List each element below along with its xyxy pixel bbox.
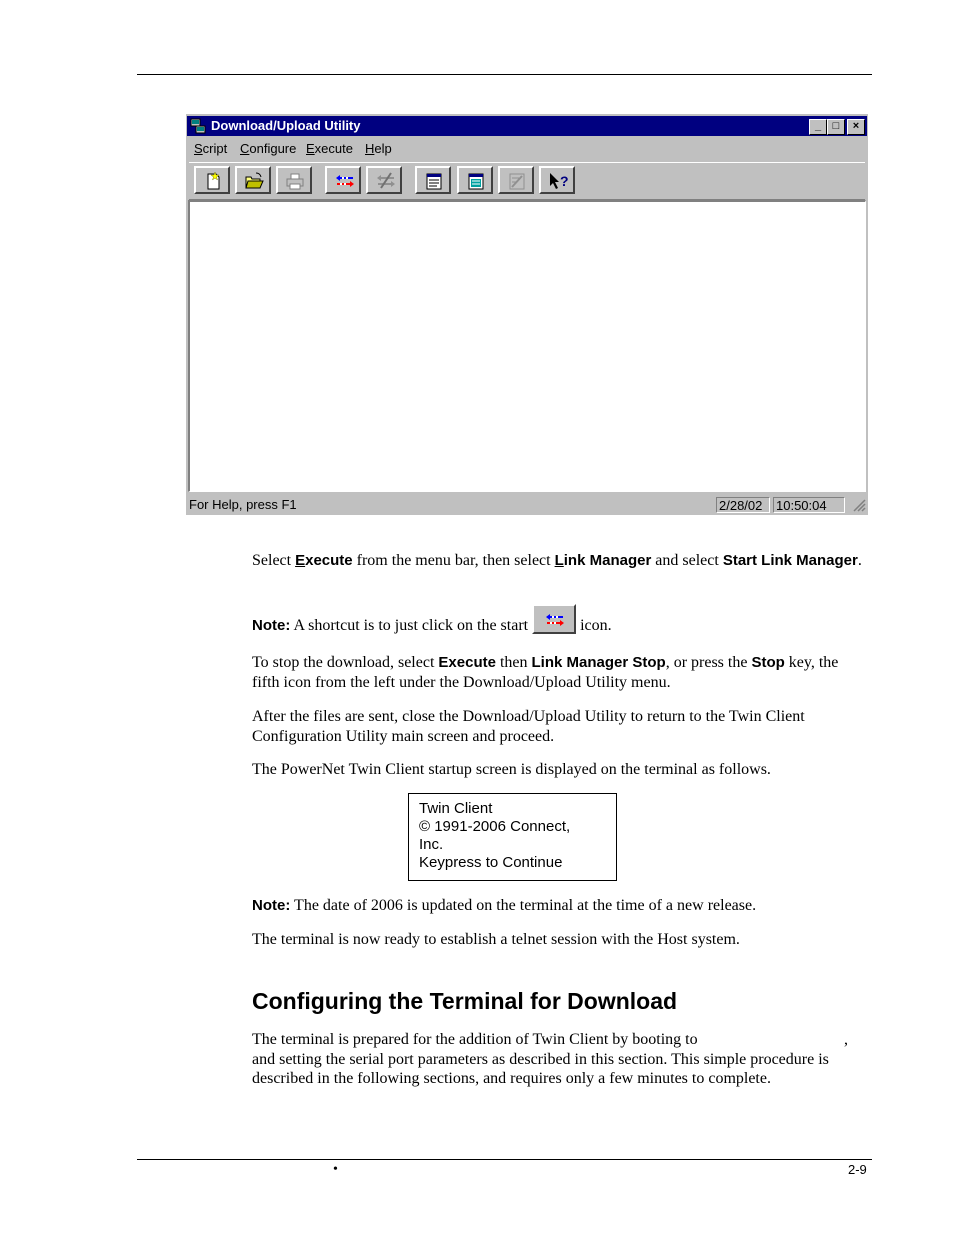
p1-text: Select xyxy=(252,552,296,569)
p2-text-4: key, the fifth icon from the left under the Download/Upload Utility menu. xyxy=(252,654,839,691)
stop-link-icon xyxy=(375,171,397,191)
start-link-icon xyxy=(334,171,356,191)
start-link-icon xyxy=(544,610,566,630)
menu-script[interactable]: Script xyxy=(194,141,228,156)
context-help-icon xyxy=(548,171,570,191)
terminal-line: Keypress to Continue xyxy=(419,854,563,871)
note-text-after: icon. xyxy=(576,617,612,634)
minimize-button[interactable]: _ xyxy=(809,119,827,135)
new-script-icon xyxy=(203,171,223,191)
link-manager-stop-term: Link Manager Stop xyxy=(531,654,666,671)
status-help-text: For Help, press F1 xyxy=(189,497,297,512)
note-text: A shortcut is to just click on the start xyxy=(290,617,533,634)
terminal-startup-screen xyxy=(408,793,617,881)
execute-mnemonic: E xyxy=(295,552,306,569)
note-date xyxy=(252,896,862,916)
paragraph-startup-screen: The PowerNet Twin Client startup screen is displayed on the terminal as follows. xyxy=(252,761,771,778)
note-text: The date of 2006 is updated on the terminal at the time of a new release. xyxy=(290,897,757,914)
print-icon xyxy=(285,171,305,191)
terminal-line: © 1991-2006 Connect, xyxy=(419,818,571,835)
disabled-edit-icon xyxy=(507,171,527,191)
page-number: 2-9 xyxy=(848,1162,867,1177)
section-heading: Configuring the Terminal for Download xyxy=(252,988,678,1014)
context-help-button[interactable] xyxy=(539,166,575,194)
close-button[interactable]: × xyxy=(847,119,865,135)
print-button[interactable] xyxy=(276,166,312,194)
footer-bullet: • xyxy=(333,1162,338,1177)
footer-rule xyxy=(137,1159,872,1160)
p6-line-1: The terminal is prepared for the addition of Twin Client by booting to xyxy=(252,1031,698,1048)
link-mnemonic: L xyxy=(554,552,564,569)
view-log-button[interactable] xyxy=(415,166,451,194)
menu-execute[interactable]: Execute xyxy=(306,141,353,156)
status-time: 10:50:04 xyxy=(773,497,845,513)
paragraph-stop-download xyxy=(252,653,862,692)
paragraph-prepare-terminal xyxy=(252,1030,862,1089)
p1-text-3: and select xyxy=(651,552,723,569)
start-link-manager-term: Start Link Manager xyxy=(722,552,858,569)
paragraph-after-files: After the files are sent, close the Download/Upload Utility to return to the Twin Client Configuration Utility main screen and proceed. xyxy=(252,708,805,745)
stop-link-button[interactable] xyxy=(366,166,402,194)
p6-rest: and setting the serial port parameters as described in this section. This simple procedure is described in the following sections, and requires only a few minutes to complete. xyxy=(252,1050,829,1087)
resize-grip-icon[interactable] xyxy=(852,498,866,512)
terminal-line: Twin Client xyxy=(419,800,493,817)
open-folder-icon xyxy=(244,171,264,191)
maximize-button[interactable]: □ xyxy=(827,119,845,135)
execute-term-2: Execute xyxy=(438,654,496,671)
utility-client-area[interactable] xyxy=(188,200,866,492)
download-upload-window xyxy=(186,114,868,515)
paragraph-select-execute xyxy=(252,551,862,571)
svg-text:?: ? xyxy=(560,173,569,189)
menu-help[interactable]: Help xyxy=(365,141,392,156)
toolbar xyxy=(189,162,865,200)
p1-period: . xyxy=(857,552,862,569)
disabled-button[interactable] xyxy=(498,166,534,194)
menu-bar xyxy=(189,138,865,160)
link-rest: ink Manager xyxy=(563,552,652,569)
link-manager-term xyxy=(555,552,652,569)
window-titlebar[interactable] xyxy=(187,116,867,136)
p2-text-2: then xyxy=(495,654,532,671)
note-label: Note: xyxy=(252,617,291,634)
p6-comma: , xyxy=(844,1031,848,1048)
stop-term: Stop xyxy=(751,654,785,671)
note-label: Note: xyxy=(252,897,291,914)
p1-text-2: from the menu bar, then select xyxy=(352,552,555,569)
status-bar xyxy=(186,495,868,515)
status-date: 2/28/02 xyxy=(716,497,770,513)
view-log-icon xyxy=(424,171,444,191)
paragraph-ready: The terminal is now ready to establish a telnet session with the Host system. xyxy=(252,931,740,948)
terminal-line: Inc. xyxy=(419,836,444,853)
menu-configure[interactable]: Configure xyxy=(240,141,297,156)
open-button[interactable] xyxy=(235,166,271,194)
start-link-button[interactable] xyxy=(325,166,361,194)
execute-rest: xecute xyxy=(305,552,353,569)
inline-start-icon xyxy=(532,604,576,634)
view-script-button[interactable] xyxy=(457,166,493,194)
header-rule xyxy=(137,74,872,75)
new-script-button[interactable] xyxy=(194,166,230,194)
window-title: Download/Upload Utility xyxy=(211,118,361,133)
view-script-icon xyxy=(466,171,486,191)
p2-text-3: , or press the xyxy=(665,654,752,671)
app-icon xyxy=(190,118,206,134)
p2-text: To stop the download, select xyxy=(252,654,439,671)
execute-term xyxy=(295,552,353,569)
note-shortcut xyxy=(252,604,862,636)
